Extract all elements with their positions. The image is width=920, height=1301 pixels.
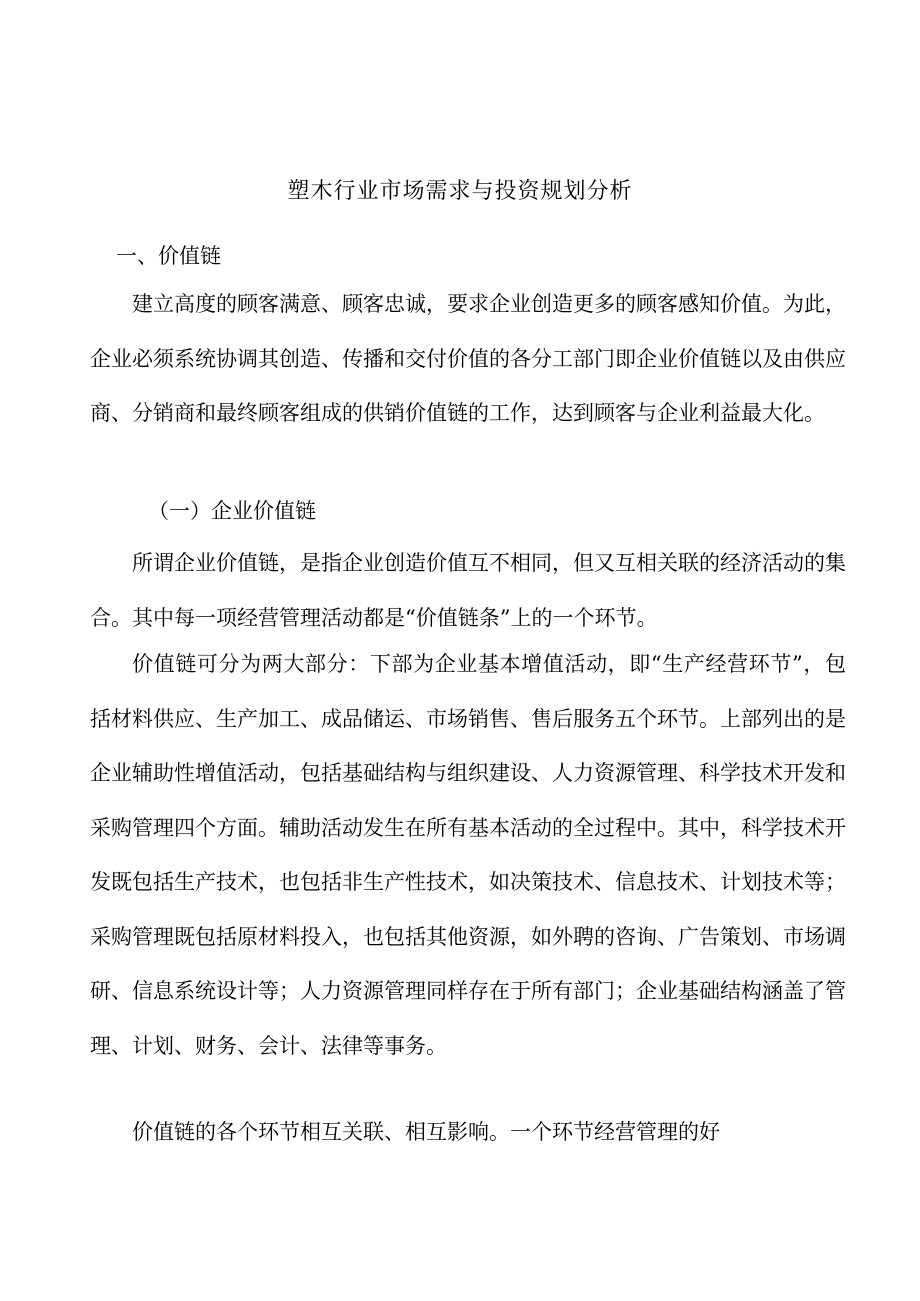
paragraph-value-chain-parts: 价值链可分为两大部分：下部为企业基本增值活动，即“生产经营环节”，包括材料供应、生产加工、成品储运、市场销售、售后服务五个环节。上部列出的是企业辅助性增值活动，包括基础结构与组织建设、人力资源管理、科学技术开发和采购管理四个方面。辅助活动发生在所有基本活动的全过程中。其中，科学技术开发既包括生产技术，也包括非生产性技术，如决策技术、信息技术、计划技术等；采购管理既包括原材料投入，也包括其他资源，如外聘的咨询、广告策划、市场调研、信息系统设计等；人力资源管理同样存在于所有部门；企业基础结构涵盖了管理、计划、财务、会计、法律等事务。 [90, 652, 846, 1058]
document-title: 塑木行业市场需求与投资规划分析 [287, 179, 633, 204]
paragraph-value-chain-definition: 所谓企业价值链，是指企业创造价值互不相同，但又互相关联的经济活动的集合。其中每一项经营管理活动都是“价值链条”上的一个环节。 [90, 551, 846, 630]
section-heading-value-chain: 一、价值链 [116, 244, 221, 268]
subsection-heading-enterprise-value-chain: （一）企业价值链 [148, 499, 316, 523]
paragraph-customer-value: 建立高度的顾客满意、顾客忠诚，要求企业创造更多的顾客感知价值。为此，企业必须系统协调其创造、传播和交付价值的各分工部门即企业价值链以及由供应商、分销商和最终顾客组成的供销价值链的工作，达到顾客与企业利益最大化。 [90, 292, 846, 425]
paragraph-value-chain-links: 价值链的各个环节相互关联、相互影响。一个环节经营管理的好 [132, 1120, 720, 1144]
